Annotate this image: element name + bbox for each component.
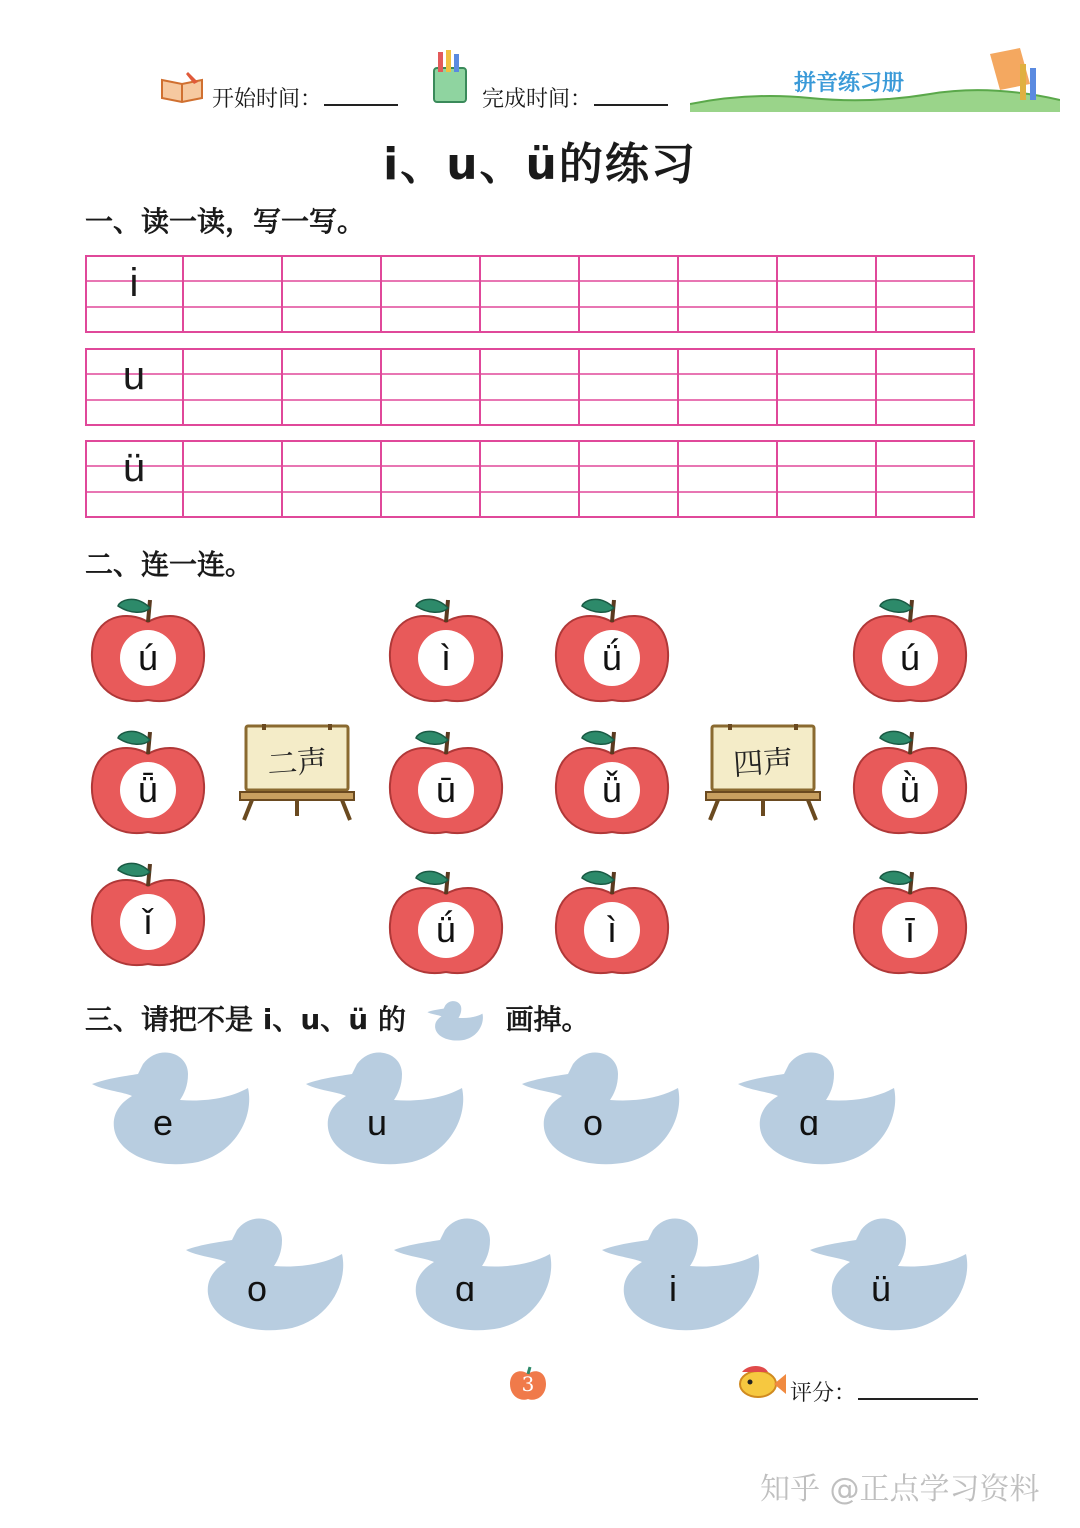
easel-sign[interactable] [704,722,822,822]
score-label: 评分： [790,1381,857,1406]
section-two-heading: 二、连一连。 [85,548,254,581]
apple-card[interactable] [88,856,208,976]
duck-label: e [152,1102,174,1143]
duck-card[interactable] [734,1044,904,1174]
apple-label: ì [440,637,451,678]
duck-card[interactable] [518,1044,688,1174]
duck-label: ɑ [798,1102,820,1143]
pencil-cup-icon [426,48,474,106]
writing-grid [85,348,975,426]
section-three-suffix: 画掉。 [505,1003,590,1036]
apple-card[interactable] [88,592,208,712]
writing-row-u[interactable] [85,348,975,426]
fish-icon [734,1362,786,1402]
apple-label: ǘ [601,637,623,678]
apple-card[interactable] [850,864,970,984]
start-time-blank[interactable] [324,86,398,106]
page-title: i、u、ü的练习 [383,139,697,190]
page-number-badge [508,1366,548,1402]
finish-time-blank[interactable] [594,86,668,106]
duck-card[interactable] [598,1210,768,1340]
apple-label: ǚ [601,769,623,810]
apple-card[interactable] [386,592,506,712]
writing-grid [85,440,975,518]
section-three-heading [85,998,589,1044]
writing-grid [85,255,975,333]
page-number: 3 [521,1372,535,1396]
duck-card[interactable] [88,1044,258,1174]
apple-card[interactable] [850,724,970,844]
duck-label: ü [870,1268,892,1309]
duck-label: ɑ [454,1268,476,1309]
start-time-label: 开始时间： [212,87,323,112]
duck-icon [426,998,486,1044]
header [0,40,1080,120]
duck-card[interactable] [302,1044,472,1174]
apple-label: ǜ [899,769,921,810]
writing-row-v[interactable] [85,440,975,518]
start-time-field [212,82,398,113]
apple-label: ú [899,637,921,678]
section-one-heading: 一、读一读，写一写。 [85,205,366,238]
apple-card[interactable] [552,724,672,844]
duck-card[interactable] [390,1210,560,1340]
apple-card[interactable] [88,724,208,844]
section-three-prefix: 三、请把不是 i、u、ü 的 [85,1003,406,1036]
easel-label: 四声 [732,743,795,784]
apple-label: ǐ [144,901,152,942]
book-title: 拼音练习册 [794,71,905,96]
apple-card[interactable] [386,724,506,844]
duck-label: o [246,1268,268,1309]
apple-label: ǖ [137,769,159,810]
apple-card[interactable] [552,592,672,712]
apple-card[interactable] [552,864,672,984]
apple-label: ǘ [435,909,457,950]
duck-label: i [669,1268,677,1309]
score-field [790,1376,978,1407]
apple-card[interactable] [850,592,970,712]
score-blank[interactable] [858,1380,978,1400]
easel-label: 二声 [266,743,329,784]
apple-label: ú [137,637,159,678]
duck-card[interactable] [806,1210,976,1340]
apple-label: ū [435,769,457,810]
watermark: 知乎 @正点学习资料 [760,1472,1040,1507]
apple-card[interactable] [386,864,506,984]
apple-label: ì [606,909,617,950]
apple-label: ī [904,909,915,950]
writing-row-letter: ü [122,446,146,490]
finish-time-field [482,82,668,113]
writing-row-letter: i [129,261,139,305]
duck-label: u [366,1102,388,1143]
book-icon [158,68,208,108]
easel-sign[interactable] [238,722,356,822]
writing-row-letter: u [122,354,146,398]
finish-time-label: 完成时间： [482,87,593,112]
duck-card[interactable] [182,1210,352,1340]
writing-row-i[interactable] [85,255,975,333]
duck-label: o [582,1102,604,1143]
